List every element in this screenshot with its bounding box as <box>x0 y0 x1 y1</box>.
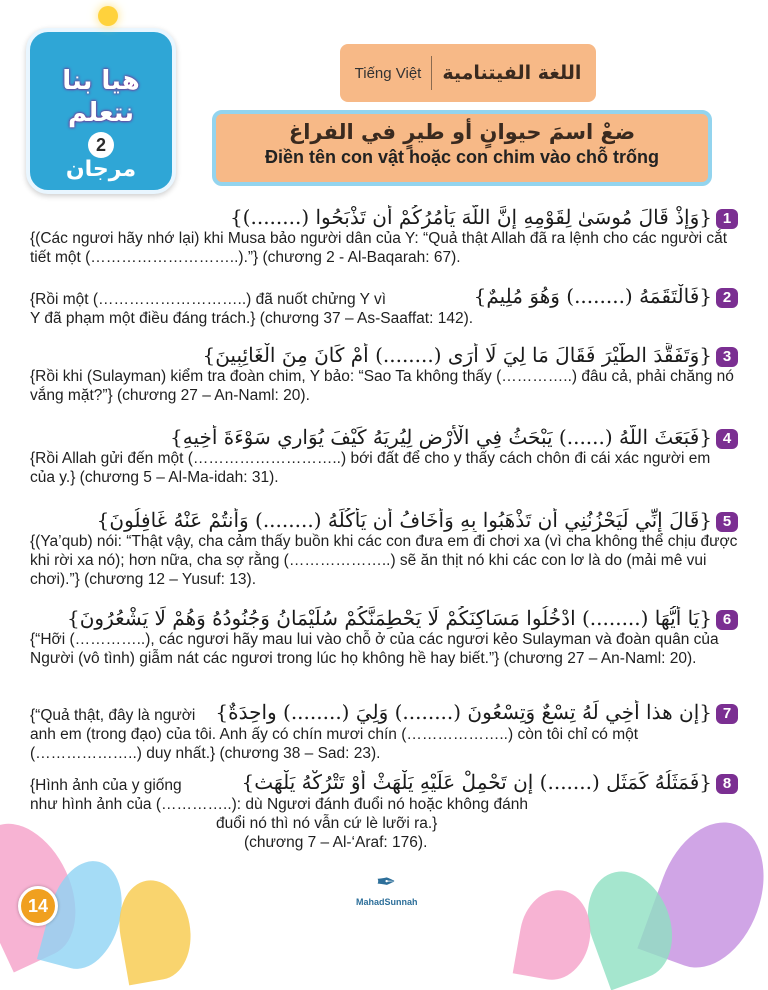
verse-translation-start: {“Quả thật, đây là người <box>30 707 196 724</box>
publisher-name: MahadSunnah <box>356 897 418 907</box>
verse-arabic: 8{فَمَثَلُهُ كَمَثَلِ (.......) إِن تَحْمِلْ عَلَيْهِ يَلْهَثْ أَوْ تَتْرُكْهُ يَلْهَث} <box>242 770 738 794</box>
pen-icon: ✒ <box>375 869 397 896</box>
verse-translation-end: anh em (trong đạo) của tôi. Anh ấy có chín mươi chín (………………..) còn tôi chỉ có một (………………..) duy nhất.} (chương 38 – Sad: 23). <box>30 726 639 762</box>
exercise-item-1 <box>30 205 738 267</box>
verse-translation-line-2: như hình ảnh của (…………..): dù Ngươi đánh đuổi nó hoặc không đánh <box>30 796 528 813</box>
verse-arabic: 7{إِن هذا أَخِي لَهُ تِسْعٌ وَتِسْعُونَ (........) وَلِيَ (........) واحِدَةٌ} <box>215 700 738 724</box>
series-logo <box>26 28 176 194</box>
exercise-item-6 <box>30 606 738 668</box>
verse-translation: {(Các ngươi hãy nhớ lại) khi Musa bảo người dân của Y: “Quả thật Allah đã ra lệnh cho các người cắt tiết một (………………………..).”} (chương 2 - Al-Baqarah: 67). <box>30 230 728 266</box>
logo-number: 2 <box>88 132 114 158</box>
verse-arabic: 2{فَالْتَقَمَهُ (........) وَهُوَ مُلِيمٌ} <box>474 284 738 308</box>
title-vietnamese: Điền tên con vật hoặc con chim vào chỗ trống <box>264 147 660 167</box>
item-number-badge: 6 <box>716 610 738 630</box>
verse-translation-line-3: đuổi nó thì nó vẫn cứ lè lưỡi ra.} <box>216 815 438 832</box>
exercise-item-7 <box>30 700 738 763</box>
item-number-badge: 8 <box>716 774 738 794</box>
leaf-decoration-left-3 <box>112 875 198 986</box>
language-label <box>340 44 596 102</box>
verse-translation-start: {Hình ảnh của y giống <box>30 777 182 794</box>
leaf-decoration-right-3 <box>513 885 598 986</box>
publisher-logo <box>356 868 416 932</box>
verse-translation: {Rồi khi (Sulayman) kiểm tra đoàn chim, Y bảo: “Sao Ta không thấy (…………..) đâu cả, phải chăng nó vắng mặt?”} (chương 27 – An-Naml: 20). <box>30 368 734 404</box>
verse-translation-end: Y đã phạm một điều đáng trách.} (chương 37 – As-Saaffat: 142). <box>30 310 474 327</box>
language-vi: Tiếng Việt <box>354 64 422 82</box>
verse-arabic: 5{قَالَ إِنِّي لَيَحْزُنُنِي أَن تَذْهَبُوا بِهِ وَأَخَافُ أَن يَأْكُلَهُ (........) وَأَنتُمْ عَنْهُ غَافِلُونَ} <box>30 508 738 532</box>
verse-translation-start: {Rồi một (………………………..) đã nuốt chửng Y vì <box>30 291 387 308</box>
item-number-badge: 5 <box>716 512 738 532</box>
verse-arabic: 1{وَإِذْ قَالَ مُوسَىٰ لِقَوْمِهِ إِنَّ اللَّهَ يَأْمُرُكُمْ أَن تَذْبَحُوا (........)} <box>30 205 738 229</box>
item-number-badge: 7 <box>716 704 738 724</box>
verse-translation: {Rồi Allah gửi đến một (………………………..) bới đất để cho y thấy cách chôn đi cái xác người em của y.} (chương 5 – Al-Ma-idah: 31). <box>30 450 711 486</box>
verse-reference: (chương 7 – Al-‘Araf: 176). <box>244 834 428 851</box>
language-ar: اللغة الفيتنامية <box>442 62 582 84</box>
item-number-badge: 4 <box>716 429 738 449</box>
verse-arabic: 3{وَتَفَقَّدَ الطَّيْرَ فَقَالَ مَا لِيَ لَا أَرَى (........) أَمْ كَانَ مِنَ الْغَائِبِينَ} <box>30 343 738 367</box>
exercise-item-3 <box>30 343 738 405</box>
verse-arabic: 4{فَبَعَثَ اللَّهُ (......) يَبْحَثُ فِي الْأَرْضِ لِيُرِيَهُ كَيْفَ يُوَارِي سَوْءَةَ أَخِيهِ} <box>30 425 738 449</box>
exercise-item-4 <box>30 425 738 487</box>
item-number-badge: 2 <box>716 288 738 308</box>
page-number: 14 <box>18 886 58 926</box>
logo-line-2: نتعلم <box>67 98 135 128</box>
exercise-item-8 <box>30 770 738 852</box>
item-number-badge: 1 <box>716 209 738 229</box>
title-arabic: ضعْ اسمَ حيوانٍ أو طيرٍ في الفراغ <box>288 120 636 144</box>
logo-line-1: هيا بنا <box>62 66 140 96</box>
exercise-title <box>212 110 712 186</box>
language-divider <box>431 56 432 90</box>
verse-arabic: 6{يَا أَيُّهَا (........) ادْخُلُوا مَسَاكِنَكُمْ لَا يَحْطِمَنَّكُمْ سُلَيْمَانُ وَجُنُودُهُ وَهُمْ لَا يَشْعُرُونَ} <box>30 606 738 630</box>
item-number-badge: 3 <box>716 347 738 367</box>
logo-brand: مرجان <box>65 157 137 182</box>
verse-translation: {“Hỡi (…………..), các ngươi hãy mau lui vào chỗ ở của các ngươi kẻo Sulayman và đoàn quân của Người (vô tình) giẫm nát các ngươi trong lúc họ không hề hay biết.”} (chương 27 – An-Naml: 20). <box>30 631 719 667</box>
lightbulb-icon <box>98 6 118 26</box>
exercise-item-2 <box>30 284 738 328</box>
verse-translation: {(Ya’qub) nói: “Thật vậy, cha cảm thấy buồn khi các con đưa em đi chơi xa (vì cha không thể chịu được khi rời xa nó); hơn nữa, cha sợ rằng (………………..) sẽ ăn thịt nó khi các con lơ là do (mải mê vui chơi).”} (chương 12 – Yusuf: 13). <box>30 533 738 588</box>
exercise-item-5 <box>30 508 738 589</box>
